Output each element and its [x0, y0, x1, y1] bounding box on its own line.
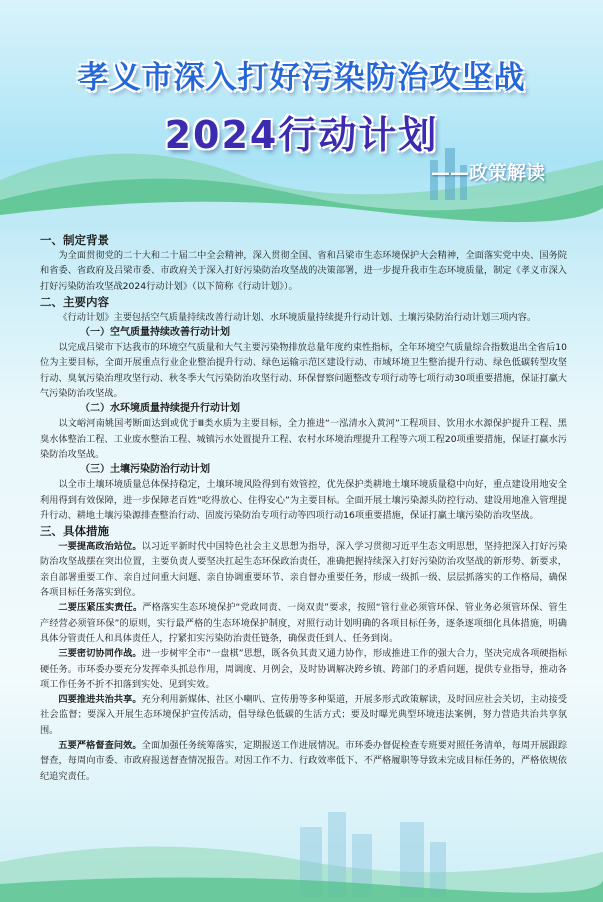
section-heading-measures: 三、具体措施 [40, 524, 109, 539]
section-heading-background: 一、制定背景 [40, 233, 109, 247]
main-content-text: 《行动计划》主要包括空气质量持续改善行动计划、水环境质量持续提升行动计划、土壤污染防治行动计划三项内容。 [58, 311, 537, 323]
soil-pollution-text: 以全市土壤环境质量总体保持稳定，土壤环境风险得到有效管控，优先保护类耕地土壤环境质量稳中向好，重点建设用地安全利用得到有效保障，进一步保障老百姓“吃得放心、住得安心”为主要目标。全面开展土壤污染源头防控行动、建设用地准入管理提升行动、耕地土壤污染源排查整治行动、固废污染防治专项行动等四项行动16项重要措施，保证打赢土壤污染防治攻坚战。 [40, 479, 567, 521]
measure-1-text: 以习近平新时代中国特色社会主义思想为指导，深入学习贯彻习近平生态文明思想，坚持把深入打好污染防治攻坚战摆在突出位置，主要负责人要坚决扛起生态环保政治责任，准确把握持续深入打好污染防治攻坚战的新形势、新要求，亲自部署重要工作、亲自过问重大问题、亲自协调重要环节、亲自督办重要任务，形成一级抓一级、层层抓落实的工作格局，确保各项目标任务落实到位。 [40, 541, 568, 599]
subheading-soil-pollution: （三）土壤污染防治行动计划 [80, 464, 210, 476]
measure-3-lead: 三要密切协同作战。 [58, 648, 142, 660]
policy-content [40, 232, 567, 784]
measure-1 [40, 539, 567, 600]
subheading-air-quality: （一）空气质量持续改善行动计划 [80, 327, 230, 339]
subheading-water-quality: （二）水环境质量持续提升行动计划 [80, 403, 240, 415]
measure-2-text: 严格落实生态环境保护“党政同责、一岗双责”要求，按照“管行业必须管环保、管业务必须管环保、管生产经营必须管环保”的原则，实行最严格的生态环境保护制度，对照行动计划明确的各项目标任务，逐条逐项细化具体措施，明确具体分管责任人和具体责任人，拧紧扣实污染防治责任链条，确保责任到人、任务到岗。 [40, 602, 568, 644]
measure-2-lead: 二要压紧压实责任。 [58, 602, 143, 614]
subtitle: ——政策解读 [430, 162, 545, 184]
title-line-2: 2024行动计划 [164, 113, 439, 157]
measure-4-text: 充分利用新媒体、社区小喇叭、宣传册等多种渠道，开展多形式政策解读，及时回应社会关切，主动接受社会监督；要深入开展生态环境保护宣传活动，倡导绿色低碳的生活方式；要及时曝光典型环境违法案例，努力营造共治共享氛围。 [40, 694, 568, 736]
background-text: 为全面贯彻党的二十大和二十届二中全会精神，深入贯彻全国、省和吕梁市生态环境保护大会精神，全面落实党中央、国务院和省委、省政府及吕梁市委、市政府关于深入打好污染防治攻坚战的决策部署，进一步提升我市生态环境质量，制定《孝义市深入打好污染防治攻坚战2024行动计划》（以下简称《行动计划》）。 [40, 250, 567, 292]
measure-5-text: 全面加强任务统筹落实，定期报送工作进展情况。市环委办督促检查专班要对照任务清单，每周开展跟踪督查，每周向市委、市政府报送督查情况报告。对因工作不力、行政效率低下、不严格履职等导致未完成目标任务的，严格依规依纪追究责任。 [40, 740, 568, 782]
section-heading-main-content: 二、主要内容 [40, 294, 109, 309]
measure-4-lead: 四要推进共治共享。 [58, 694, 142, 706]
measure-1-lead: 一要提高政治站位。 [58, 541, 142, 553]
measure-4 [40, 692, 567, 738]
measure-5 [40, 738, 567, 784]
measure-3-text: 进一步树牢全市“一盘棋”思想，既各负其责又通力协作，形成推进工作的强大合力，坚决完成各项硬指标硬任务。市环委办要充分发挥牵头抓总作用，周调度、月例会，及时协调解决跨乡镇、跨部门的矛盾问题，提供专业指导，推动各项工作任务不折不扣落到实处、见到实效。 [40, 648, 567, 690]
title-line-1: 孝义市深入打好污染防治攻坚战 [77, 60, 526, 96]
air-quality-text: 以完成吕梁市下达我市的环境空气质量和大气主要污染物排放总量年度约束性指标，全年环境空气质量综合指数退出全省后10位为主要目标，全面开展重点行业企业整治提升行动、绿色运输示范区建设行动、市域环境卫生整治提升行动、绿色低碳转型攻坚行动、臭氧污染治理攻坚行动、秋冬季大气污染防治攻坚行动、环保督察问题整改专项行动等七项行动30项重要措施，保证打赢大气污染防治攻坚战。 [40, 342, 567, 400]
city-skyline-decoration [0, 772, 603, 902]
measure-2 [40, 600, 567, 646]
measure-5-lead: 五要严格督查问效。 [58, 740, 142, 752]
measure-3 [40, 646, 567, 692]
water-quality-text: 以文峪河南姚国考断面达到或优于Ⅲ类水质为主要目标，全力推进“一泓清水入黄河”工程项目、饮用水水源保护提升工程、黑臭水体整治工程、工业废水整治工程、城镇污水处置提升工程、农村水环境治理提升工程等六项工程20项重要措施，保证打赢水污染防治攻坚战。 [40, 418, 567, 460]
